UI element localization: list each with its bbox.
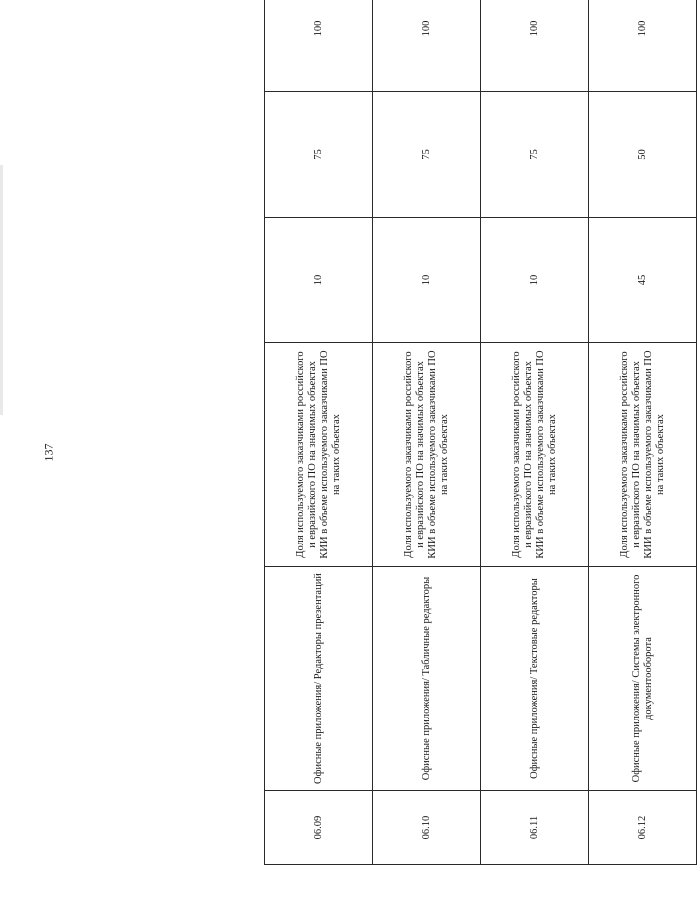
row-code: 06.12	[589, 791, 697, 865]
table-row	[265, 0, 373, 865]
indicator-table	[264, 0, 697, 865]
row-code: 06.09	[265, 791, 373, 865]
row-name: Офисные приложения/ Редакторы презентаций	[265, 567, 373, 791]
row-value-2: 75	[481, 92, 589, 218]
page-number: 137	[41, 443, 56, 462]
row-value-1: 10	[373, 218, 481, 343]
row-name: Офисные приложения/ Табличные редакторы	[373, 567, 481, 791]
table-container	[264, 20, 697, 865]
row-value-1: 45	[589, 218, 697, 343]
row-value-3: 100	[373, 0, 481, 92]
row-name: Офисные приложения/ Системы электронного документооборота	[589, 567, 697, 791]
row-value-2: 75	[373, 92, 481, 218]
row-indicator: Доля используемого заказчиками российского и евразийского ПО на значимых объектах КИИ в объеме используемого заказчиками ПО на таких объектах	[265, 343, 373, 567]
scan-edge-shadow	[0, 165, 3, 415]
row-indicator: Доля используемого заказчиками российского и евразийского ПО на значимых объектах КИИ в объеме используемого заказчиками ПО на таких объектах	[481, 343, 589, 567]
row-value-1: 10	[481, 218, 589, 343]
table-row	[481, 0, 589, 865]
row-value-3: 100	[589, 0, 697, 92]
row-value-2: 75	[265, 92, 373, 218]
row-indicator: Доля используемого заказчиками российского и евразийского ПО на значимых объектах КИИ в объеме используемого заказчиками ПО на таких объектах	[589, 343, 697, 567]
table-row	[589, 0, 697, 865]
row-indicator: Доля используемого заказчиками российского и евразийского ПО на значимых объектах КИИ в объеме используемого заказчиками ПО на таких объектах	[373, 343, 481, 567]
row-value-1: 10	[265, 218, 373, 343]
row-code: 06.11	[481, 791, 589, 865]
table-row	[373, 0, 481, 865]
row-value-3: 100	[481, 0, 589, 92]
row-code: 06.10	[373, 791, 481, 865]
row-value-3: 100	[265, 0, 373, 92]
row-value-2: 50	[589, 92, 697, 218]
row-name: Офисные приложения/ Текстовые редакторы	[481, 567, 589, 791]
